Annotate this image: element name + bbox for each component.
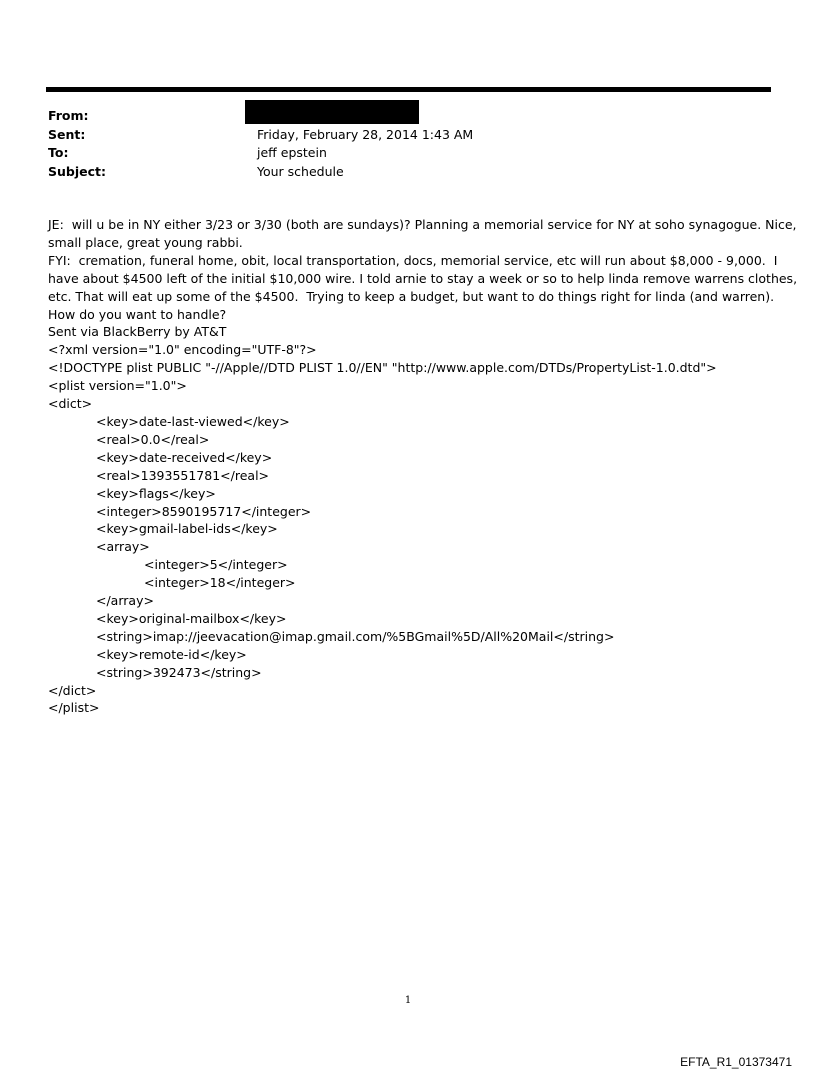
sent-value: Friday, February 28, 2014 1:43 AM [257,126,474,142]
to-label: To: [48,145,69,160]
sent-row [48,126,748,145]
from-row [48,107,748,126]
plist-line: <integer>5</integer> [144,557,288,573]
dict-open: <dict> [48,396,93,412]
body-line: etc. That will eat up some of the $4500. Trying to keep a budget, but want to do things right for linda (and warren). [48,288,775,304]
plist-line: </array> [96,593,154,609]
plist-open: <plist version="1.0"> [48,378,187,394]
body-line: JE: will u be in NY either 3/23 or 3/30 (both are sundays)? Planning a memorial service for NY at soho synagogue. Nice, [48,217,797,232]
plist-line: <integer>8590195717</integer> [96,503,312,519]
page-number: 1 [404,995,412,1006]
signature-line: Sent via BlackBerry by AT&T [48,324,227,340]
plist-line: <key>gmail-label-ids</key> [96,521,278,537]
doctype-line: <!DOCTYPE plist PUBLIC "-//Apple//DTD PLIST 1.0//EN" "http://www.apple.com/DTDs/PropertyList-1.0.dtd"> [48,360,717,376]
plist-line: <array> [96,539,150,555]
body-line: FYI: cremation, funeral home, obit, local transportation, docs, memorial service, etc will run about $8,000 - 9,000. I [48,252,778,268]
dict-close: </dict> [48,682,97,698]
email-header [48,107,748,181]
plist-line: <string>imap://jeevacation@imap.gmail.com/%5BGmail%5D/All%20Mail</string> [96,628,615,644]
plist-line: <real>1393551781</real> [96,467,270,483]
from-label: From: [48,108,89,123]
plist-line: <key>date-last-viewed</key> [96,413,290,429]
plist-line: <string>392473</string> [96,664,262,680]
plist-line: <real>0.0</real> [96,431,210,447]
sent-label: Sent: [48,126,86,142]
email-body [48,216,798,717]
plist-line: <integer>18</integer> [144,575,296,591]
subject-value: Your schedule [257,163,344,179]
body-line: have about $4500 left of the initial $10,000 wire. I told arnie to stay a week or so to help linda remove warrens clothes, [48,270,798,286]
subject-row [48,163,748,182]
body-line: How do you want to handle? [48,306,227,322]
plist-line: <key>remote-id</key> [96,646,247,662]
plist-close: </plist> [48,700,100,716]
subject-label: Subject: [48,163,106,179]
header-rule [46,87,771,92]
plist-line: <key>original-mailbox</key> [96,610,287,626]
body-line: small place, great young rabbi. [48,234,243,250]
plist-line: <key>flags</key> [96,485,216,501]
document-id: EFTA_R1_01373471 [680,1055,792,1069]
to-row [48,144,748,163]
to-value: jeff epstein [257,145,327,160]
plist-block [48,341,778,717]
xml-declaration: <?xml version="1.0" encoding="UTF-8"?> [48,342,317,358]
plist-line: <key>date-received</key> [96,449,273,465]
